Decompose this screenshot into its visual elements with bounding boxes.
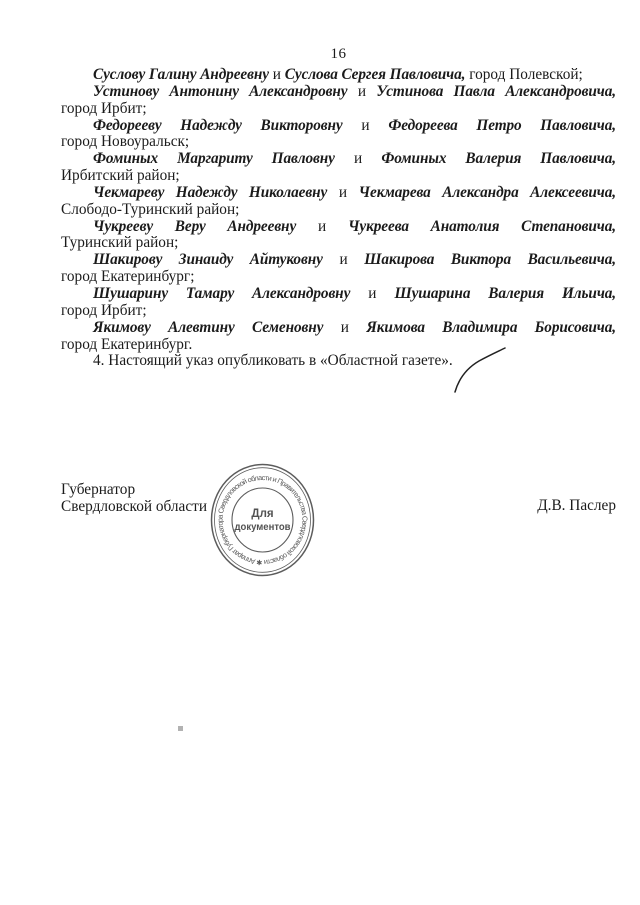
signature-stroke bbox=[445, 338, 520, 400]
conjunction: и bbox=[368, 284, 377, 302]
line-text: город Полевской; bbox=[469, 66, 583, 83]
document-line bbox=[61, 84, 616, 101]
document-line bbox=[61, 219, 616, 236]
document-line bbox=[61, 67, 616, 84]
person-name: Якимова Владимира Борисовича, bbox=[366, 318, 616, 336]
line-text: город Ирбит; bbox=[61, 301, 147, 319]
document-line bbox=[61, 134, 616, 151]
document-line bbox=[61, 185, 616, 202]
line-text: город Екатеринбург; bbox=[61, 268, 195, 286]
document-line bbox=[61, 252, 616, 269]
person-name: Чекмареву Надежду Николаевну bbox=[93, 183, 328, 201]
conjunction: и bbox=[318, 217, 327, 235]
signer-title-line: Губернатор bbox=[61, 481, 136, 498]
document-line bbox=[61, 286, 616, 303]
document-line bbox=[61, 353, 616, 370]
person-name: Шушарина Валерия Ильича, bbox=[394, 284, 617, 302]
person-name: Якимову Алевтину Семеновну bbox=[93, 318, 324, 336]
line-text: 4. Настоящий указ опубликовать в «Областной газете». bbox=[93, 352, 453, 370]
stamp-center-line1: Для bbox=[251, 508, 274, 520]
person-name: Чукрееву Веру Андреевну bbox=[93, 217, 297, 235]
document-line bbox=[61, 202, 616, 219]
conjunction: и bbox=[354, 150, 363, 168]
person-name: Чукреева Анатолия Степановича, bbox=[348, 217, 616, 235]
document-line bbox=[61, 337, 616, 354]
conjunction: и bbox=[357, 82, 367, 100]
line-text: Туринский район; bbox=[61, 234, 179, 252]
person-name: Суслову Галину Андреевну bbox=[93, 66, 269, 83]
person-name: Федорееву Надежду Викторовну bbox=[93, 116, 343, 134]
stamp-ring-text: ✱ Аппарат Губернатора Свердловской области и Правительства Свердловской области bbox=[215, 472, 310, 568]
document-line bbox=[61, 269, 616, 286]
document-line bbox=[61, 168, 616, 185]
conjunction: и bbox=[361, 116, 370, 134]
conjunction: и bbox=[340, 318, 349, 336]
person-name: Шакирову Зинаиду Айтуковну bbox=[93, 251, 323, 269]
person-name: Суслова Сергея Павловича, bbox=[284, 66, 466, 83]
document-line bbox=[61, 320, 616, 337]
person-name: Фоминых Валерия Павловича, bbox=[381, 150, 617, 168]
document-line bbox=[61, 151, 616, 168]
document-line bbox=[61, 235, 616, 252]
signer-name: Д.В. Паслер bbox=[537, 497, 616, 514]
document-body bbox=[61, 67, 616, 370]
document-line bbox=[61, 118, 616, 135]
page-number: 16 bbox=[330, 46, 347, 62]
person-name: Чекмарева Александра Алексеевича, bbox=[358, 183, 617, 201]
stamp-middle-ring bbox=[215, 468, 311, 573]
person-name: Устинова Павла Александровича, bbox=[376, 82, 616, 100]
person-name: Шакирова Виктора Васильевича, bbox=[364, 251, 616, 269]
person-name: Устинову Антонину Александровну bbox=[93, 82, 348, 100]
scan-artifact bbox=[178, 726, 183, 731]
line-text: город Новоуральск; bbox=[61, 133, 190, 151]
stamp-inner-ring bbox=[232, 488, 293, 552]
person-name: Фоминых Маргариту Павловну bbox=[93, 150, 335, 168]
person-name: Шушарину Тамару Александровну bbox=[93, 284, 351, 302]
person-name: Федореева Петро Павловича, bbox=[388, 116, 617, 134]
line-text: город Ирбит; bbox=[61, 99, 147, 117]
line-text: город Екатеринбург. bbox=[61, 335, 193, 353]
conjunction: и bbox=[339, 251, 348, 269]
line-text: Слободо-Туринский район; bbox=[61, 200, 240, 218]
stamp-center-line2: документов bbox=[234, 521, 291, 533]
line-text: Ирбитский район; bbox=[61, 167, 180, 185]
conjunction: и bbox=[272, 66, 281, 83]
signer-title-line: Свердловской области bbox=[61, 498, 208, 515]
conjunction: и bbox=[338, 183, 348, 201]
document-line bbox=[61, 303, 616, 320]
document-line bbox=[61, 101, 616, 118]
official-stamp bbox=[200, 455, 325, 585]
